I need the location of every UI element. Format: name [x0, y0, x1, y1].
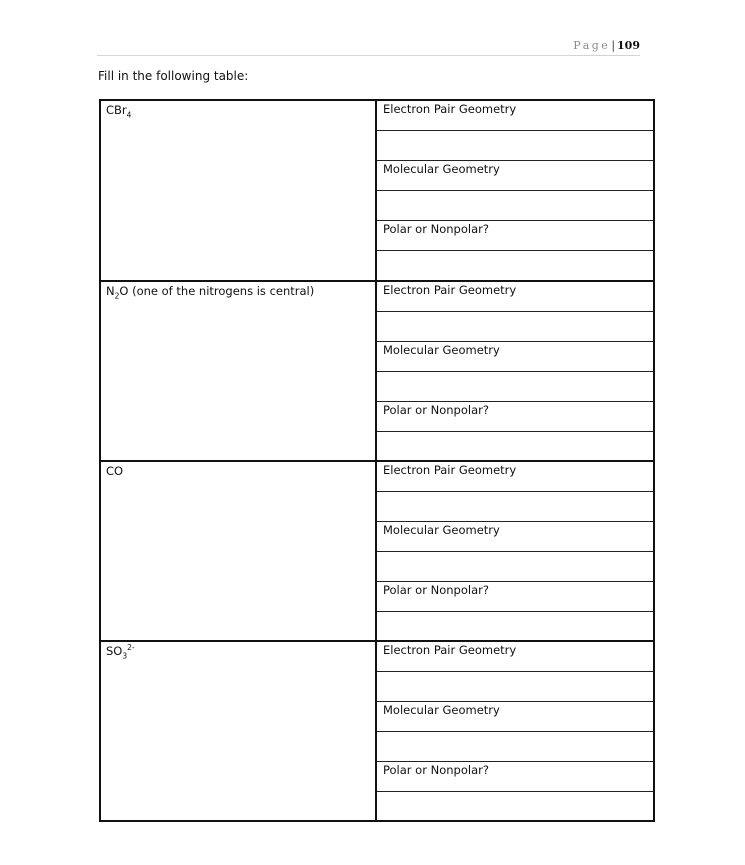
molecular-geometry-label-row: [377, 161, 653, 191]
page-header: [97, 38, 640, 56]
molecular-geometry-label-row: [377, 342, 653, 372]
molecule-block-cbr4: [101, 101, 653, 280]
polarity-label: Polar or Nonpolar?: [383, 222, 489, 236]
polarity-label-row: [377, 762, 653, 792]
electron-pair-geometry-label-row: [377, 462, 653, 492]
molecular-geometry-label: Molecular Geometry: [383, 162, 500, 176]
molecule-label: $SO_3^{2-}$: [106, 643, 135, 661]
polarity-label-row: [377, 402, 653, 432]
instructions-text: Fill in the following table:: [98, 69, 249, 83]
molecular-geometry-answer[interactable]: [377, 732, 653, 762]
molecule-label: CBr$_4$: [106, 103, 132, 120]
electron-pair-geometry-label: Electron Pair Geometry: [383, 283, 517, 297]
molecule-block-co: [101, 460, 653, 643]
molecular-geometry-label: Molecular Geometry: [383, 703, 500, 717]
molecule-block-so3: [101, 640, 653, 822]
page-separator: |: [611, 39, 616, 52]
polarity-answer[interactable]: [377, 432, 653, 463]
polarity-label-row: [377, 582, 653, 612]
molecule-cell[interactable]: [101, 462, 377, 643]
answer-column: [377, 642, 653, 822]
polarity-answer[interactable]: [377, 251, 653, 280]
answer-column: [377, 462, 653, 643]
molecule-block-n2o: [101, 280, 653, 463]
molecule-cell[interactable]: [101, 642, 377, 822]
electron-pair-geometry-label: Electron Pair Geometry: [383, 463, 517, 477]
molecular-geometry-answer[interactable]: [377, 372, 653, 402]
answer-column: [377, 282, 653, 463]
electron-pair-geometry-label: Electron Pair Geometry: [383, 102, 517, 116]
electron-pair-geometry-label: Electron Pair Geometry: [383, 643, 517, 657]
polarity-label: Polar or Nonpolar?: [383, 583, 489, 597]
molecular-geometry-label: Molecular Geometry: [383, 343, 500, 357]
molecule-label: CO: [106, 464, 124, 478]
page-number: 109: [617, 39, 640, 52]
electron-pair-geometry-answer[interactable]: [377, 492, 653, 522]
molecular-geometry-answer[interactable]: [377, 191, 653, 221]
answer-column: [377, 101, 653, 280]
molecular-geometry-label-row: [377, 702, 653, 732]
polarity-label: Polar or Nonpolar?: [383, 763, 489, 777]
molecular-geometry-answer[interactable]: [377, 552, 653, 582]
electron-pair-geometry-answer[interactable]: [377, 131, 653, 161]
page-number-label: [573, 38, 640, 53]
electron-pair-geometry-label-row: [377, 642, 653, 672]
electron-pair-geometry-label-row: [377, 101, 653, 131]
molecule-cell[interactable]: [101, 101, 377, 280]
electron-pair-geometry-label-row: [377, 282, 653, 312]
molecule-cell[interactable]: [101, 282, 377, 463]
polarity-answer[interactable]: [377, 612, 653, 643]
electron-pair-geometry-answer[interactable]: [377, 672, 653, 702]
polarity-answer[interactable]: [377, 792, 653, 822]
worksheet-table: [99, 99, 655, 822]
molecule-label: $N_2O$ (one of the nitrogens is central): [106, 284, 315, 301]
molecular-geometry-label: Molecular Geometry: [383, 523, 500, 537]
polarity-label-row: [377, 221, 653, 251]
electron-pair-geometry-answer[interactable]: [377, 312, 653, 342]
polarity-label: Polar or Nonpolar?: [383, 403, 489, 417]
page-word: Page: [573, 39, 611, 52]
molecular-geometry-label-row: [377, 522, 653, 552]
